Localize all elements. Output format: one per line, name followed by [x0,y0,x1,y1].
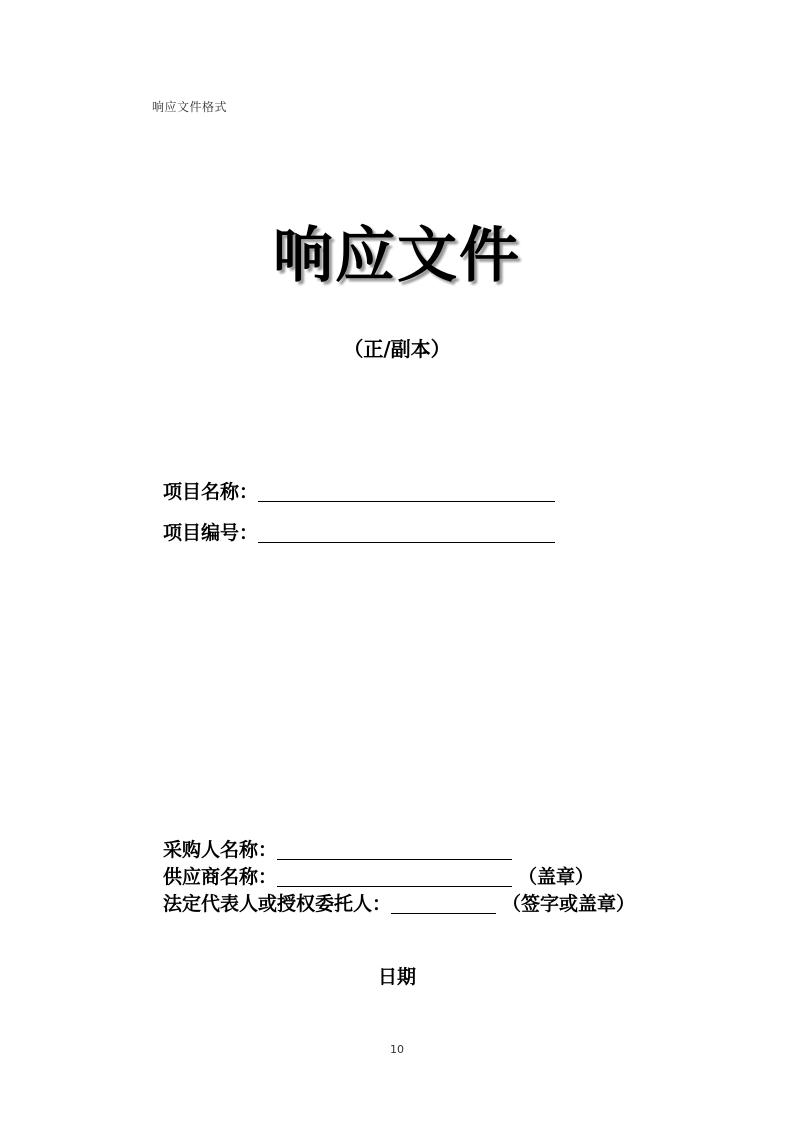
project-name-field [163,480,555,504]
purchaser-name-label: 采购人名称： [163,839,278,861]
legal-representative-sign-note: （签字或盖章） [502,893,636,915]
header-note: 响应文件格式 [152,100,228,114]
supplier-name-label: 供应商名称： [163,866,278,888]
document-subtitle: （正/副本） [343,337,451,361]
legal-representative-field [163,892,635,916]
project-name-label: 项目名称： [163,481,259,503]
legal-representative-label: 法定代表人或授权委托人： [163,893,392,915]
supplier-name-field [163,865,594,889]
purchaser-name-field [163,838,512,862]
purchaser-name-blank[interactable] [277,839,512,860]
project-number-field [163,521,555,545]
project-number-blank[interactable] [258,522,555,543]
supplier-seal-note: （盖章） [518,866,595,888]
supplier-name-blank[interactable] [277,866,512,887]
date-label: 日期 [377,966,416,988]
page-number: 10 [390,1043,404,1056]
project-name-blank[interactable] [258,481,555,502]
legal-representative-blank[interactable] [391,893,496,914]
document-title: 响应文件 [273,221,521,291]
project-number-label: 项目编号： [163,522,259,544]
